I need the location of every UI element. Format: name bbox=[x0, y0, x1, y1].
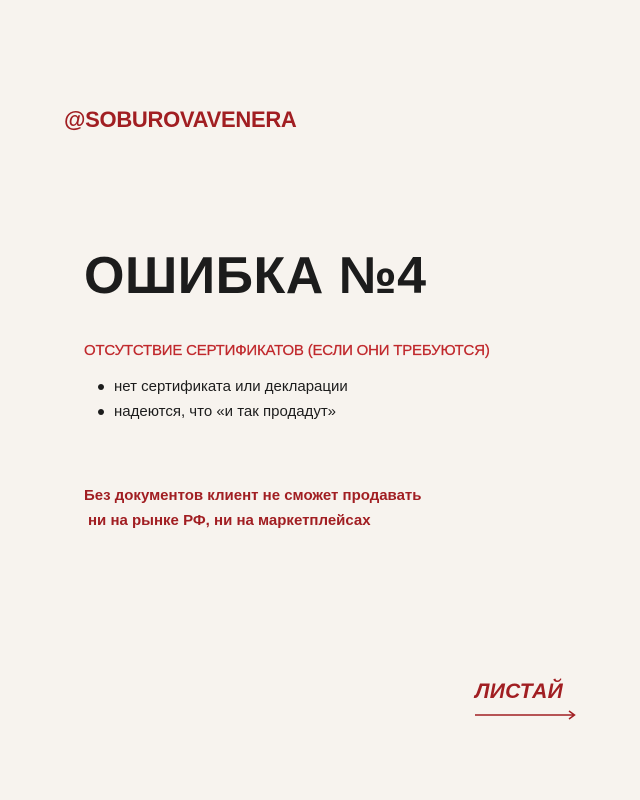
next-slide-label: ЛИСТАЙ bbox=[475, 680, 563, 703]
list-item-text: нет сертификата или декларации bbox=[114, 378, 348, 395]
next-slide-button[interactable] bbox=[475, 680, 579, 722]
list-item bbox=[96, 374, 348, 399]
warning-note bbox=[84, 483, 422, 533]
warning-note-line-1: Без документов клиент не сможет продавать bbox=[84, 487, 422, 504]
author-handle: @SOBUROVAVENERA bbox=[64, 107, 297, 132]
bullet-list bbox=[96, 374, 348, 424]
page-title: ОШИБКА №4 bbox=[84, 247, 427, 305]
list-item-text: надеются, что «и так продадут» bbox=[114, 403, 337, 420]
list-item bbox=[96, 399, 348, 424]
bullet-icon bbox=[98, 384, 104, 390]
arrow-right-icon bbox=[475, 710, 577, 720]
warning-note-line-2: ни на рынке РФ, ни на маркетплейсах bbox=[88, 512, 371, 529]
bullet-icon bbox=[98, 409, 104, 415]
section-subtitle: ОТСУТСТВИЕ СЕРТИФИКАТОВ (ЕСЛИ ОНИ ТРЕБУЮТСЯ) bbox=[84, 342, 490, 359]
